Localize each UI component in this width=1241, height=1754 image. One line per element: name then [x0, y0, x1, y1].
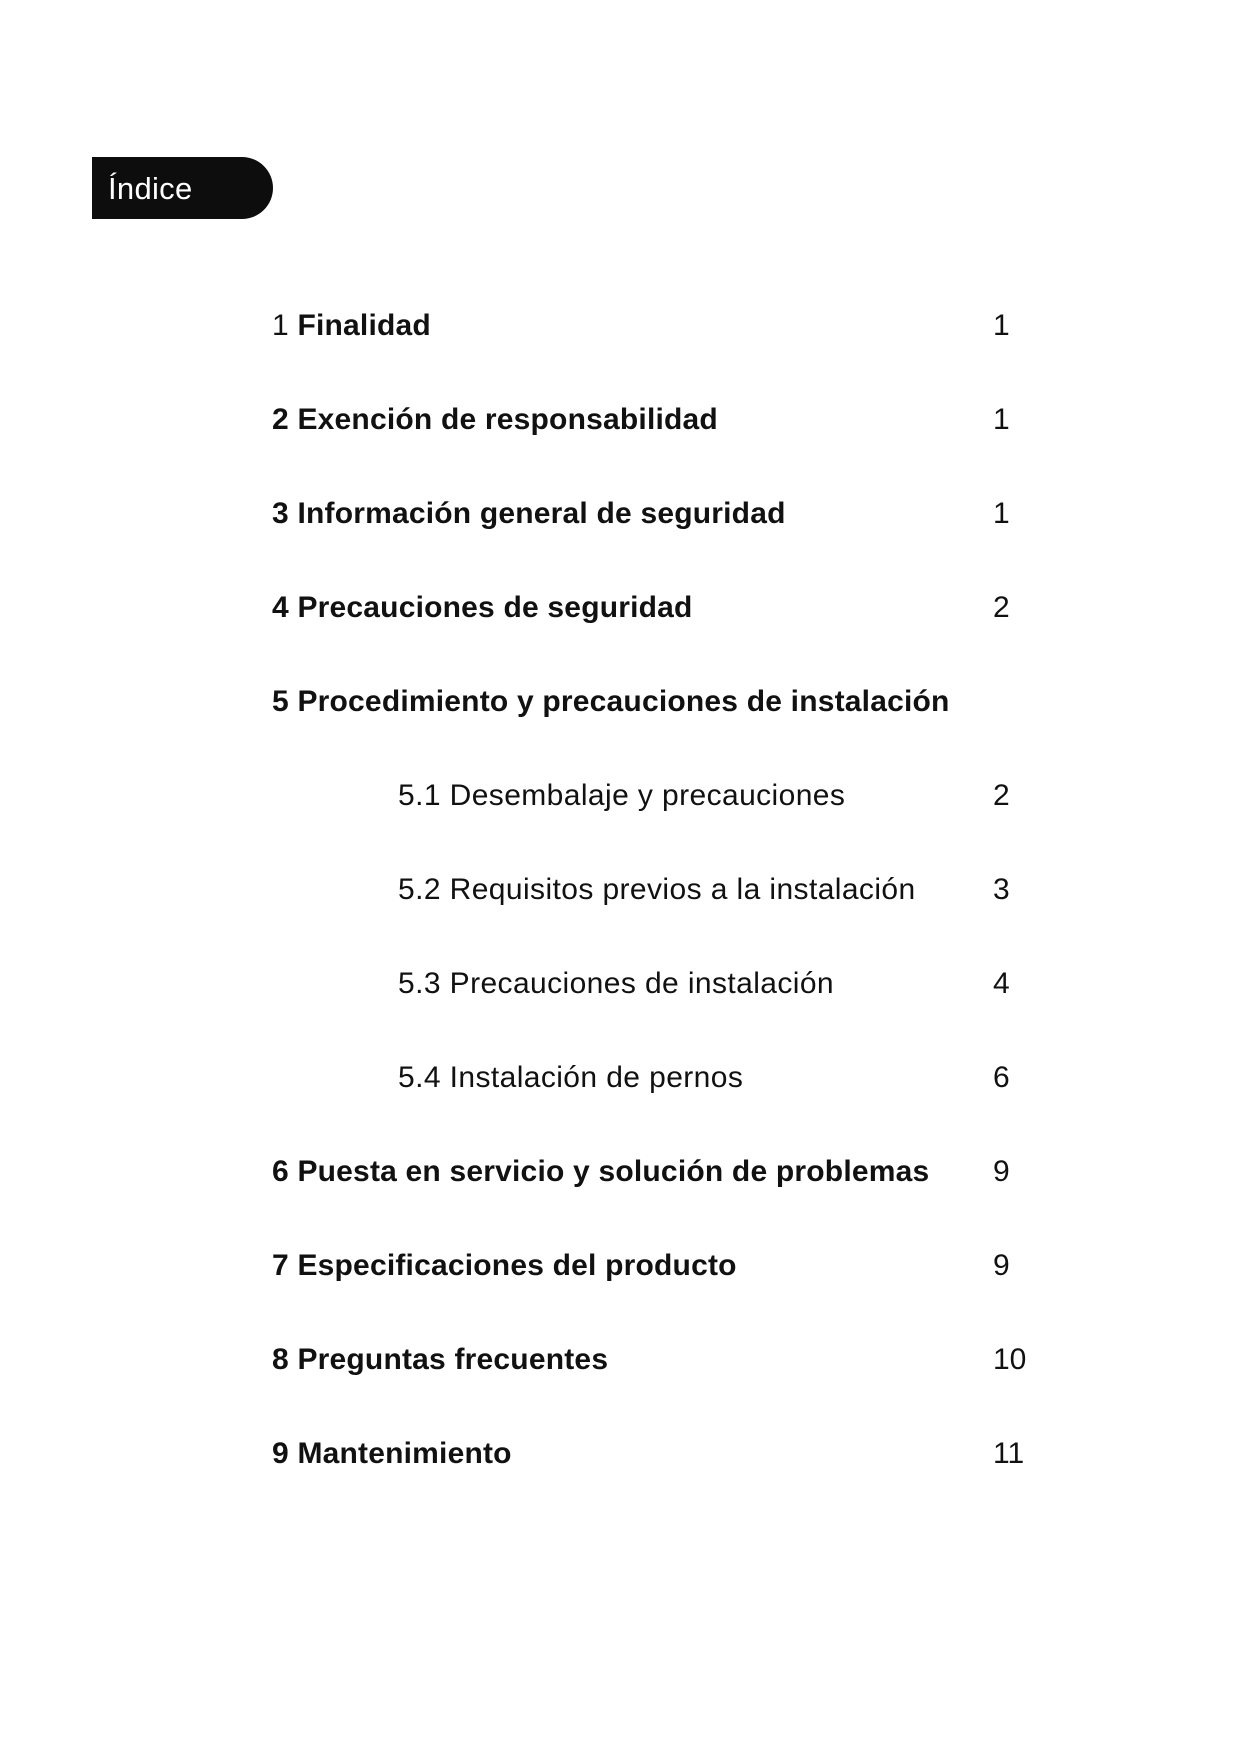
toc-entry-page: 1: [993, 403, 1010, 436]
toc-entry-2[interactable]: [0, 400, 1241, 440]
toc-entry-number: 2: [272, 403, 289, 436]
toc-entry-label: [272, 1152, 929, 1192]
toc-entry-3[interactable]: [0, 494, 1241, 534]
toc-entry-number: 1: [272, 309, 289, 342]
toc-entry-number: 5.4: [398, 1061, 441, 1094]
toc-entry-5-2[interactable]: [0, 870, 1241, 910]
toc-entry-page: 3: [993, 873, 1010, 906]
toc-entry-number: 5.2: [398, 873, 441, 906]
toc-entry-label: [272, 400, 718, 440]
toc-entry-5-4[interactable]: [0, 1058, 1241, 1098]
toc-entry-number: 3: [272, 497, 289, 530]
toc-entry-label: [272, 494, 786, 534]
toc-entry-1[interactable]: [0, 306, 1241, 346]
toc-entry-number: 5.1: [398, 779, 441, 812]
toc-entry-8[interactable]: [0, 1340, 1241, 1380]
toc-entry-title: Especificaciones del producto: [297, 1249, 737, 1282]
toc-entry-label: [398, 776, 845, 816]
toc-entry-title: Información general de seguridad: [297, 497, 786, 530]
toc-entry-title: Exención de responsabilidad: [297, 403, 718, 436]
toc-entry-label: [272, 588, 693, 628]
toc-entry-page: 9: [993, 1155, 1010, 1188]
toc-entry-title: Instalación de pernos: [449, 1061, 744, 1094]
toc-entry-page: 1: [993, 497, 1010, 530]
toc-entry-title: Puesta en servicio y solución de problemas: [297, 1155, 930, 1188]
toc-entry-label: [272, 1434, 512, 1474]
toc-entry-page: 6: [993, 1061, 1010, 1094]
toc-entry-page: 1: [993, 309, 1010, 342]
toc-entry-label: [398, 1058, 743, 1098]
toc-entry-number: 7: [272, 1249, 289, 1282]
toc-entry-label: [272, 306, 431, 346]
toc-entry-label: [272, 1246, 737, 1286]
toc-entry-title: Precauciones de instalación: [449, 967, 835, 1000]
toc-entry-7[interactable]: [0, 1246, 1241, 1286]
toc-entry-label: [398, 870, 916, 910]
toc-entry-number: 6: [272, 1155, 289, 1188]
toc-entry-6[interactable]: [0, 1152, 1241, 1192]
toc-entry-5-3[interactable]: [0, 964, 1241, 1004]
toc-entry-title: Desembalaje y precauciones: [449, 779, 846, 812]
toc-entry-page: 4: [993, 967, 1010, 1000]
toc-entry-title: Precauciones de seguridad: [297, 591, 693, 624]
toc-entry-number: 4: [272, 591, 289, 624]
toc-entry-page: 11: [993, 1437, 1025, 1470]
toc-entry-title: Requisitos previos a la instalación: [449, 873, 916, 906]
toc-entry-title: Procedimiento y precauciones de instalación: [297, 685, 950, 718]
toc-entry-label: [272, 1340, 608, 1380]
toc-entry-number: 5.3: [398, 967, 441, 1000]
toc-entry-9[interactable]: [0, 1434, 1241, 1474]
toc-entry-number: 5: [272, 685, 289, 718]
toc-entry-title: Preguntas frecuentes: [297, 1343, 609, 1376]
toc-entry-4[interactable]: [0, 588, 1241, 628]
toc-entry-page: 2: [993, 591, 1010, 624]
page-title: Índice: [108, 170, 193, 206]
toc-entry-title: Mantenimiento: [297, 1437, 512, 1470]
toc-entry-page: 9: [993, 1249, 1010, 1282]
toc-entry-5[interactable]: [0, 682, 1241, 722]
toc-entry-label: [272, 682, 950, 722]
toc-entry-number: 9: [272, 1437, 289, 1470]
toc-entry-page: 2: [993, 779, 1010, 812]
toc-entry-label: [398, 964, 834, 1004]
toc-entry-title: Finalidad: [297, 309, 431, 342]
toc-entry-page: 10: [993, 1343, 1027, 1376]
toc-entry-number: 8: [272, 1343, 289, 1376]
toc-entry-5-1[interactable]: [0, 776, 1241, 816]
